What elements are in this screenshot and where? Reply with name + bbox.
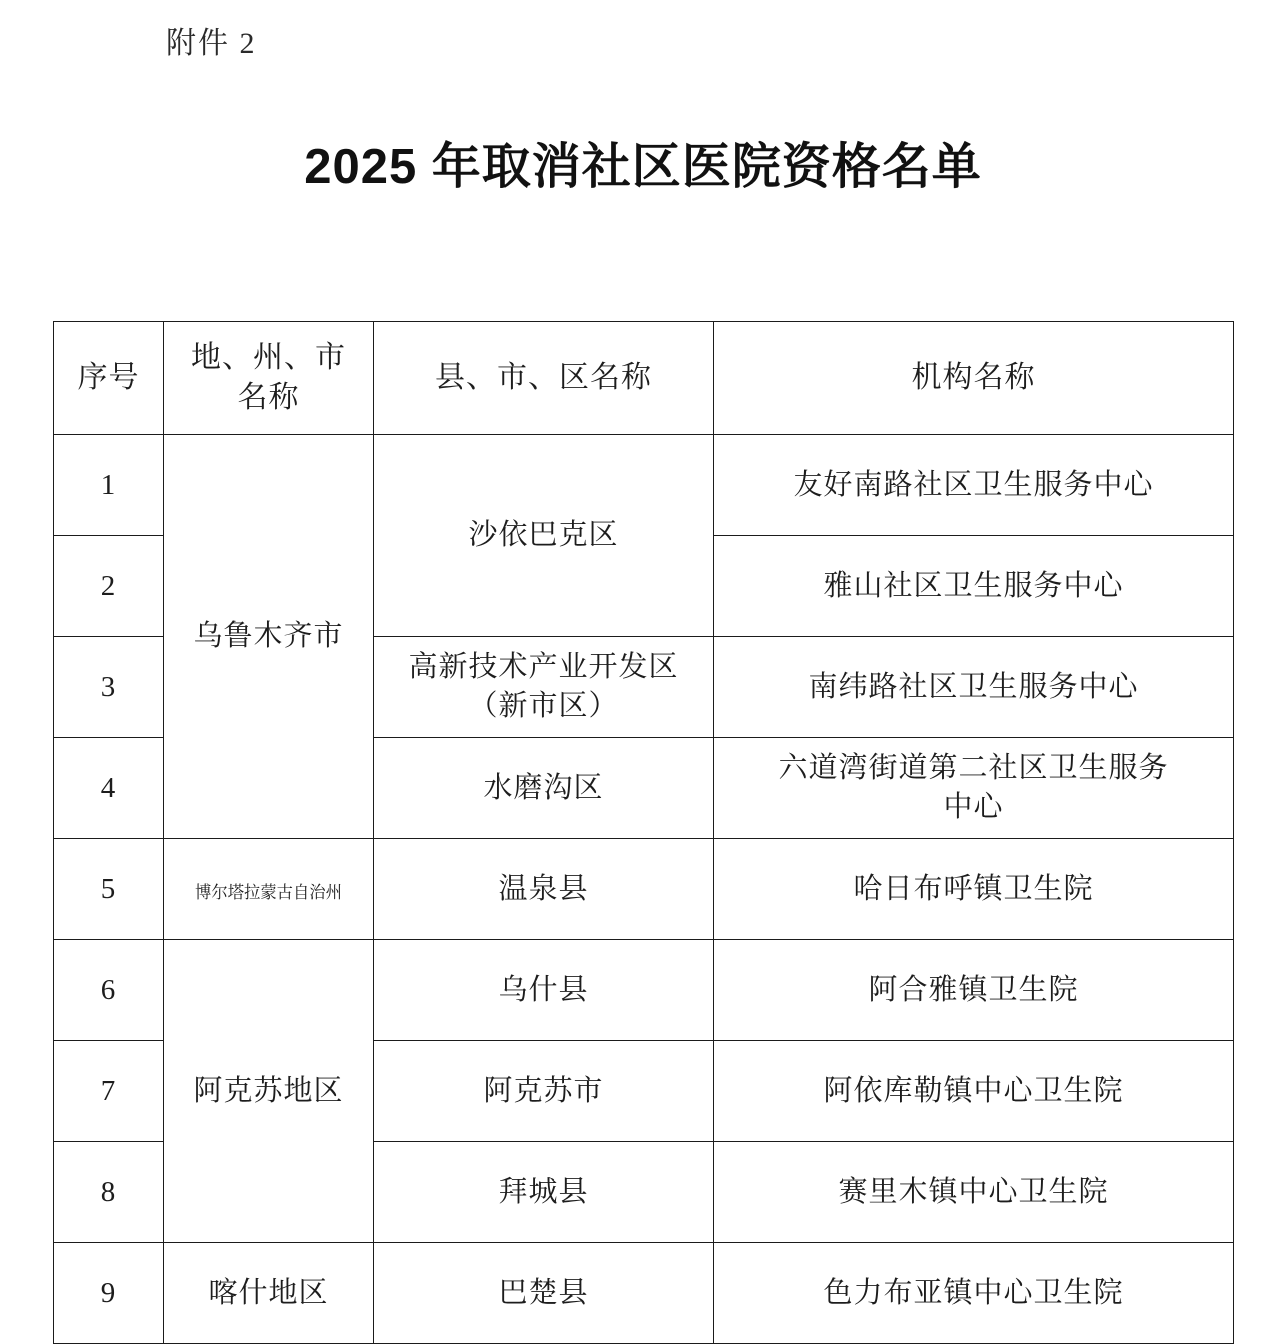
row-index: 4	[54, 738, 164, 839]
cell-county: 乌什县	[374, 940, 714, 1041]
cell-institution: 赛里木镇中心卫生院	[714, 1142, 1234, 1243]
table-header	[54, 322, 1234, 435]
cell-institution: 阿合雅镇卫生院	[714, 940, 1234, 1041]
cell-county: 巴楚县	[374, 1243, 714, 1344]
row-index: 7	[54, 1041, 164, 1142]
cell-prefecture	[164, 839, 374, 940]
cell-institution: 雅山社区卫生服务中心	[714, 536, 1234, 637]
column-header-prefecture	[164, 322, 374, 435]
attachment-label: 附件 2	[166, 27, 257, 60]
row-index: 8	[54, 1142, 164, 1243]
table-row	[54, 940, 1234, 1041]
cell-institution	[714, 738, 1234, 839]
table-row	[54, 839, 1234, 940]
cell-county: 拜城县	[374, 1142, 714, 1243]
cell-prefecture-text: 博尔塔拉蒙古自治州	[195, 882, 342, 902]
table-header-row	[54, 322, 1234, 435]
row-index: 1	[54, 435, 164, 536]
cancelled-community-hospitals-table	[53, 321, 1234, 1344]
cell-institution: 南纬路社区卫生服务中心	[714, 637, 1234, 738]
row-index: 6	[54, 940, 164, 1041]
table-container	[53, 321, 1233, 1344]
column-header-prefecture-line1: 地、州、市	[191, 340, 346, 374]
cell-county: 水磨沟区	[374, 738, 714, 839]
column-header-institution: 机构名称	[714, 322, 1234, 435]
cell-institution-line2: 中心	[943, 791, 1004, 823]
cell-institution: 色力布亚镇中心卫生院	[714, 1243, 1234, 1344]
cell-prefecture: 阿克苏地区	[164, 940, 374, 1243]
table-row	[54, 1243, 1234, 1344]
cell-prefecture: 喀什地区	[164, 1243, 374, 1344]
row-index: 3	[54, 637, 164, 738]
cell-prefecture: 乌鲁木齐市	[164, 435, 374, 839]
cell-institution-line1: 六道湾街道第二社区卫生服务	[778, 752, 1169, 785]
cell-county: 阿克苏市	[374, 1041, 714, 1142]
cell-county-line2: （新市区）	[468, 690, 619, 722]
table-row	[54, 435, 1234, 536]
cell-county: 温泉县	[374, 839, 714, 940]
page-title: 2025 年取消社区医院资格名单	[304, 140, 982, 194]
cell-institution: 友好南路社区卫生服务中心	[714, 435, 1234, 536]
column-header-prefecture-line2: 名称	[237, 381, 300, 414]
row-index: 5	[54, 839, 164, 940]
column-header-county: 县、市、区名称	[374, 322, 714, 435]
cell-county	[374, 637, 714, 738]
row-index: 9	[54, 1243, 164, 1344]
row-index: 2	[54, 536, 164, 637]
table-body	[54, 435, 1234, 1344]
column-header-index: 序号	[54, 322, 164, 435]
cell-institution: 阿依库勒镇中心卫生院	[714, 1041, 1234, 1142]
cell-county-line1: 高新技术产业开发区	[408, 651, 679, 684]
cell-county: 沙依巴克区	[374, 435, 714, 637]
cell-institution: 哈日布呼镇卫生院	[714, 839, 1234, 940]
